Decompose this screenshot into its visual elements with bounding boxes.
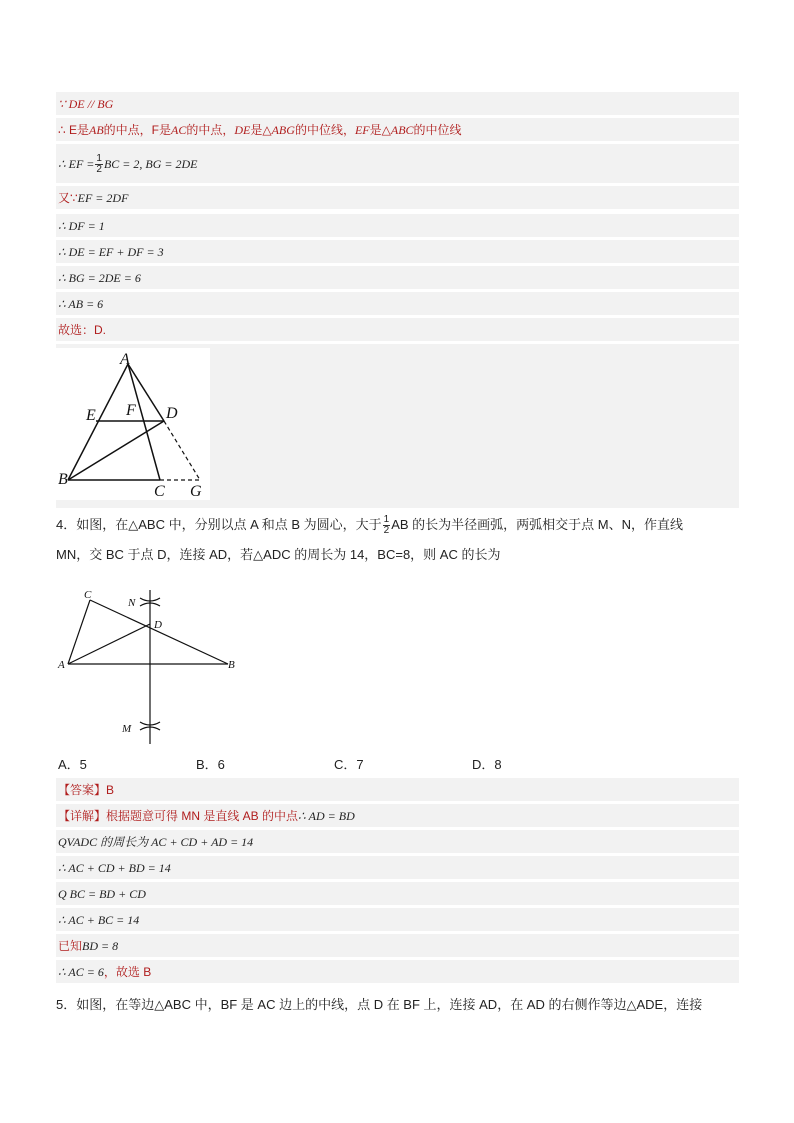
option-a[interactable]: A．5 [58, 757, 87, 772]
fraction-half: $\frac{1}{2}$ [96, 153, 102, 176]
triangle-figure-1 [56, 348, 210, 500]
option-c[interactable]: C．7 [334, 757, 364, 772]
label-c: C [154, 483, 165, 500]
label-b: B [228, 659, 235, 671]
solution-line-9: 故选：D. [56, 318, 739, 342]
label-g: G [190, 483, 202, 500]
solution-line-8: ∴ AB = 6 [56, 292, 739, 316]
option-d[interactable]: D．8 [472, 757, 502, 772]
label-a: A [120, 351, 130, 368]
solution-line-6: ∴ DE = EF + DF = 3 [56, 240, 739, 264]
solution-line-3: ∴ EF = $\frac{1}{2}$ BC = 2, BG = 2DE [56, 144, 739, 184]
label-m: M [122, 723, 132, 735]
detail-line-6: 已知BD = 8 [56, 934, 739, 958]
triangle-figure-2 [56, 582, 246, 748]
question-4-line-1: 4．如图，在△ABC 中，分别以点 A 和点 B 为圆心，大于 $\frac{1}{2}$ AB 的长为半径画弧，两弧相交于点 M、N，作直线 [56, 514, 684, 537]
detail-line-5: ∴ AC + BC = 14 [56, 908, 739, 932]
label-d: D [154, 619, 162, 631]
question-4-line-2: MN，交 BC 于点 D，连接 AD，若△ADC 的周长为 14，BC=8，则 AC 的长为 [56, 547, 501, 562]
detail-line-3: ∴ AC + CD + BD = 14 [56, 856, 739, 880]
question-5-line-1: 5．如图，在等边△ABC 中，BF 是 AC 边上的中线，点 D 在 BF 上，连接 AD，在 AD 的右侧作等边△ADE，连接 [56, 997, 703, 1012]
fraction-half-q4: $\frac{1}{2}$ [383, 514, 390, 537]
option-b[interactable]: B．6 [196, 757, 225, 772]
detail-line-2: QVADC 的周长为 AC + CD + AD = 14 [56, 830, 739, 854]
solution-line-2: ∴ E是AB的中点，F是AC的中点，DE是△ABG的中位线，EF是△ABC的中位线 [56, 118, 739, 142]
solution-line-5: ∴ DF = 1 [56, 214, 739, 238]
detail-line-1: 【详解】根据题意可得 MN 是直线 AB 的中点∴ AD = BD [56, 804, 739, 828]
detail-line-7: ∴ AC = 6，故选 B [56, 960, 739, 984]
label-e: E [86, 407, 96, 424]
label-c: C [84, 589, 92, 601]
label-n: N [128, 597, 136, 609]
solution-line-1: ∵ DE // BG [56, 92, 739, 116]
solution-line-7: ∴ BG = 2DE = 6 [56, 266, 739, 290]
segment-cb [90, 600, 228, 664]
label-d: D [166, 405, 178, 422]
label-b: B [58, 471, 68, 488]
detail-line-4: Q BC = BD + CD [56, 882, 739, 906]
answer-line: 【答案】B [56, 778, 739, 802]
solution-line-4: 又∵EF = 2DF [56, 186, 739, 210]
label-f: F [126, 402, 136, 419]
label-a: A [58, 659, 65, 671]
